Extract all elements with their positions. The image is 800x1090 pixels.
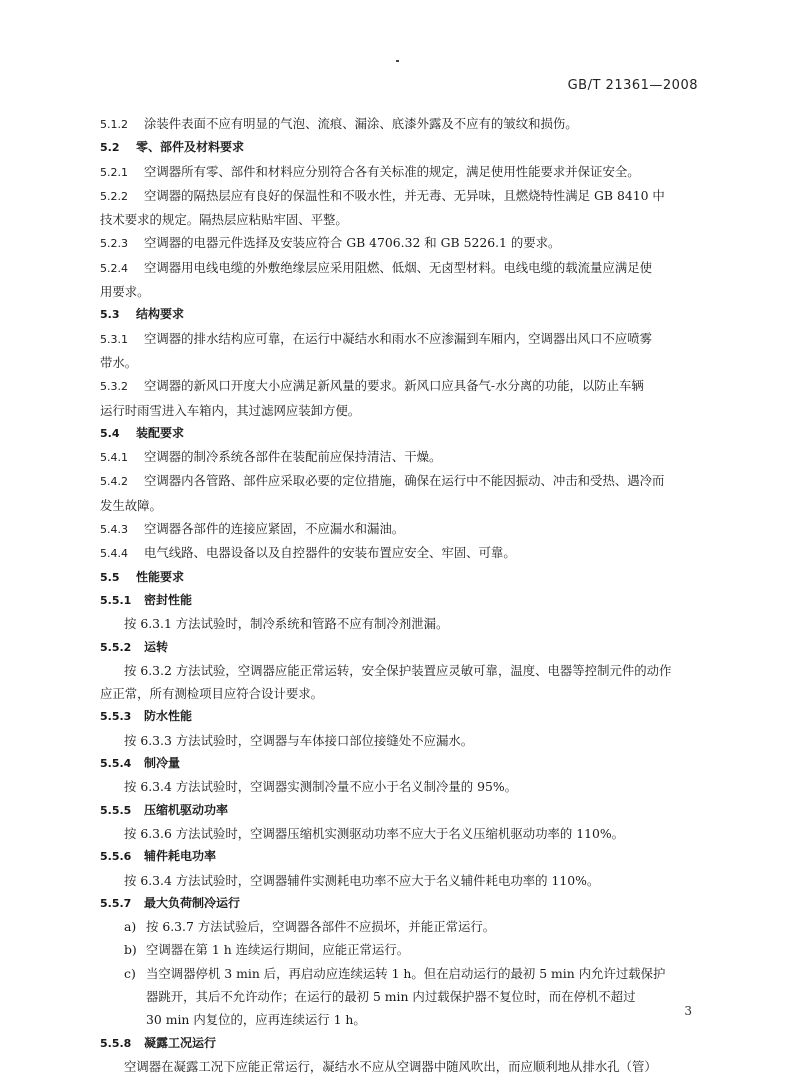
clause-5-3-2: 5.3.2 空调器的新风口开度大小应满足新风量的要求。新风口应具备气-水分离的功能，以防止车辆: [100, 378, 644, 394]
clause-5-2-3: 5.2.3 空调器的电器元件选择及安装应符合 GB 4706.32 和 GB 5226.1 的要求。: [100, 235, 561, 251]
list-item-continuation: 器跳开，其后不允许动作；在运行的最初 5 min 内过载保护器不复位时，而在停机不超过: [146, 988, 636, 1004]
clause-text: 空调器在凝露工况下应能正常运行，凝结水不应从空调器中随风吹出，而应顺利地从排水孔（管）: [124, 1058, 657, 1074]
subsection-heading-5-5-6: 5.5.6 辅件耗电功率: [100, 849, 217, 864]
clause-5-1-2: 5.1.2 涂装件表面不应有明显的气泡、流痕、漏涂、底漆外露及不应有的皱纹和损伤。: [100, 116, 578, 131]
list-item-a: a) 按 6.3.7 方法试验后，空调器各部件不应损坏，并能正常运行。: [124, 919, 496, 935]
subsection-heading-5-5-8: 5.5.8 凝露工况运行: [100, 1035, 217, 1050]
list-item-b: b) 空调器在第 1 h 连续运行期间，应能正常运行。: [124, 942, 410, 958]
clause-text: 按 6.3.4 方法试验时，空调器实测制冷量不应小于名义制冷量的 95%。: [124, 779, 518, 795]
list-item-continuation: 30 min 内复位的，应再连续运行 1 h。: [146, 1012, 366, 1028]
section-heading-5-2: 5.2 零、部件及材料要求: [100, 140, 245, 155]
subsection-heading-5-5-5: 5.5.5 压缩机驱动功率: [100, 802, 229, 817]
clause-5-2-1: 5.2.1 空调器所有零、部件和材料应分别符合各有关标准的规定，满足使用性能要求并保证安全。: [100, 163, 640, 179]
clause-continuation: 运行时雨雪进入车箱内，其过滤网应装卸方便。: [100, 402, 361, 418]
subsection-heading-5-5-2: 5.5.2 运转: [100, 639, 169, 654]
subsection-heading-5-5-1: 5.5.1 密封性能: [100, 592, 193, 607]
clause-continuation: 技术要求的规定。隔热层应粘贴牢固、平整。: [100, 212, 348, 228]
print-mark: [396, 60, 399, 62]
list-item-c: c) 当空调器停机 3 min 后，再启动应连续运转 1 h。但在启动运行的最初 5 min 内允许过载保护: [124, 965, 666, 981]
clause-continuation: 发生故障。: [100, 497, 162, 513]
clause-5-3-1: 5.3.1 空调器的排水结构应可靠，在运行中凝结水和雨水不应渗漏到车厢内，空调器出风口不应喷雾: [100, 330, 653, 346]
clause-continuation: 带水。: [100, 354, 138, 370]
section-heading-5-5: 5.5 性能要求: [100, 569, 185, 584]
clause-continuation: 应正常，所有测检项目应符合设计要求。: [100, 686, 324, 702]
clause-5-4-3: 5.4.3 空调器各部件的连接应紧固，不应漏水和漏油。: [100, 521, 405, 537]
clause-text: 按 6.3.6 方法试验时，空调器压缩机实测驱动功率不应大于名义压缩机驱动功率的 110%。: [124, 825, 625, 841]
page-number: 3: [684, 1004, 692, 1018]
subsection-heading-5-5-7: 5.5.7 最大负荷制冷运行: [100, 895, 241, 910]
section-heading-5-3: 5.3 结构要求: [100, 307, 185, 322]
clause-5-2-4: 5.2.4 空调器用电线电缆的外敷绝缘层应采用阻燃、低烟、无卤型材料。电线电缆的载流量应满足使: [100, 259, 653, 275]
document-body: [100, 112, 704, 1078]
subsection-heading-5-5-4: 5.5.4 制冷量: [100, 756, 181, 771]
clause-text: 按 6.3.2 方法试验，空调器应能正常运转，安全保护装置应灵敏可靠，温度、电器等控制元件的动作: [124, 662, 672, 678]
clause-5-4-1: 5.4.1 空调器的制冷系统各部件在装配前应保持清洁、干燥。: [100, 449, 442, 465]
subsection-heading-5-5-3: 5.5.3 防水性能: [100, 709, 193, 724]
clause-5-4-2: 5.4.2 空调器内各管路、部件应采取必要的定位措施，确保在运行中不能因振动、冲击和受热、遇冷而: [100, 473, 665, 489]
clause-text: 按 6.3.4 方法试验时，空调器辅件实测耗电功率不应大于名义辅件耗电功率的 110%。: [124, 872, 600, 888]
clause-5-2-2: 5.2.2 空调器的隔热层应有良好的保温性和不吸水性，并无毒、无异味，且燃烧特性满足 GB 8410 中: [100, 187, 665, 203]
clause-text: 按 6.3.3 方法试验时，空调器与车体接口部位接缝处不应漏水。: [124, 732, 474, 748]
clause-text: 按 6.3.1 方法试验时，制冷系统和管路不应有制冷剂泄漏。: [124, 616, 449, 632]
clause-continuation: 用要求。: [100, 284, 150, 300]
clause-5-4-4: 5.4.4 电气线路、电器设备以及自控器件的安装布置应安全、牢固、可靠。: [100, 545, 516, 561]
section-heading-5-4: 5.4 装配要求: [100, 425, 185, 440]
standard-code: GB/T 21361—2008: [567, 78, 698, 93]
